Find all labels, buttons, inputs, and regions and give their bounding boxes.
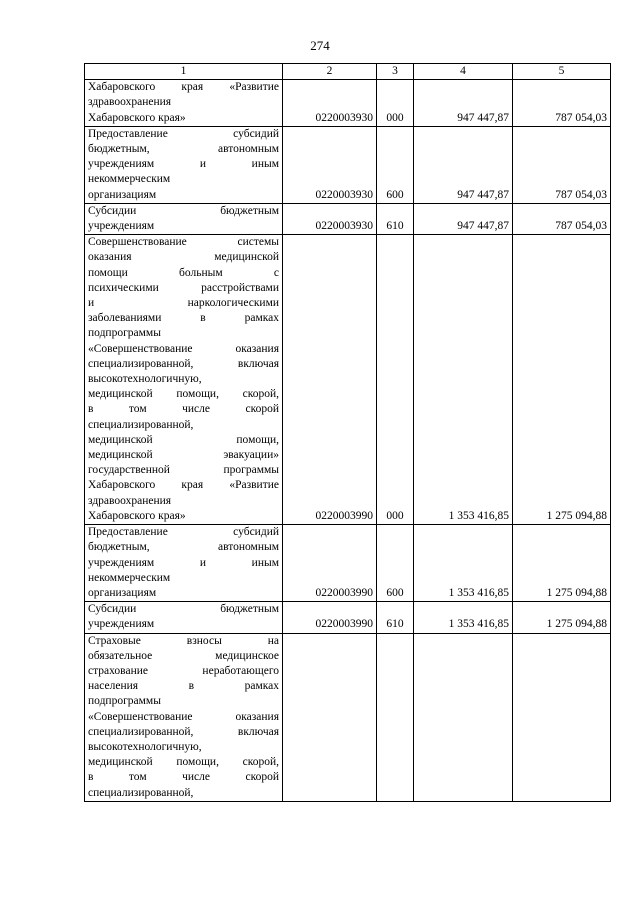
row-description	[85, 525, 283, 602]
column-header-3: 3	[377, 64, 414, 80]
row-description	[85, 126, 283, 203]
row-target-code: 0220003990	[283, 525, 377, 602]
description-line: государственной программы	[88, 464, 279, 477]
description-line: страхование неработающего	[88, 664, 279, 677]
column-header-2: 2	[283, 64, 377, 80]
description-line: специализированной, включая	[88, 725, 279, 738]
description-line: бюджетным, автономным	[88, 143, 279, 156]
row-target-code: 0220003930	[283, 203, 377, 234]
description-line: здравоохранения	[88, 96, 172, 109]
description-line: учреждениям	[88, 220, 155, 233]
description-line: «Совершенствование оказания	[88, 342, 279, 355]
description-line: подпрограммы	[88, 695, 161, 708]
description-line: и наркологическими	[88, 297, 279, 310]
description-line: Хабаровского края»	[88, 509, 186, 522]
description-line: помощи больным с	[88, 266, 279, 279]
row-amount-2023: 1 353 416,85	[414, 602, 513, 633]
description-line: Хабаровского края «Развитие	[88, 81, 279, 94]
row-description	[85, 80, 283, 127]
column-header-4: 4	[414, 64, 513, 80]
description-line: медицинской эвакуации»	[88, 449, 279, 462]
description-line: психическими расстройствами	[88, 281, 279, 294]
table-row	[85, 525, 611, 602]
row-amount-2023	[414, 633, 513, 801]
description-line: оказания медицинской	[88, 251, 279, 264]
description-line: высокотехнологичную,	[88, 740, 202, 753]
description-line: здравоохранения	[88, 494, 172, 507]
row-amount-2024: 1 275 094,88	[513, 235, 611, 525]
column-header-1: 1	[85, 64, 283, 80]
row-target-code	[283, 633, 377, 801]
description-line: обязательное медицинское	[88, 649, 279, 662]
description-line: Предоставление субсидий	[88, 127, 279, 140]
description-line: Хабаровского края»	[88, 111, 186, 124]
description-line: Субсидии бюджетным	[88, 603, 279, 616]
description-line: некоммерческим	[88, 571, 171, 584]
table-row	[85, 126, 611, 203]
row-amount-2023: 947 447,87	[414, 80, 513, 127]
row-amount-2023: 1 353 416,85	[414, 235, 513, 525]
row-expense-type: 600	[377, 126, 414, 203]
row-expense-type	[377, 633, 414, 801]
row-description	[85, 602, 283, 633]
row-target-code: 0220003990	[283, 235, 377, 525]
description-line: организациям	[88, 188, 157, 201]
description-line: в том числе скорой	[88, 403, 279, 416]
column-number-header-row	[85, 64, 611, 80]
table-row	[85, 203, 611, 234]
column-header-5: 5	[513, 64, 611, 80]
row-amount-2024: 787 054,03	[513, 203, 611, 234]
description-line: учреждениям	[88, 618, 155, 631]
budget-table-body	[85, 64, 611, 802]
description-line: специализированной,	[88, 786, 194, 799]
row-target-code: 0220003930	[283, 80, 377, 127]
description-line: специализированной,	[88, 418, 194, 431]
row-description	[85, 633, 283, 801]
row-expense-type: 610	[377, 203, 414, 234]
description-line: медицинской помощи, скорой,	[88, 388, 279, 401]
description-line: населения в рамках	[88, 680, 279, 693]
description-line: некоммерческим	[88, 173, 171, 186]
row-amount-2023: 947 447,87	[414, 126, 513, 203]
description-line: специализированной, включая	[88, 357, 279, 370]
table-row	[85, 80, 611, 127]
description-line: учреждениям и иным	[88, 556, 279, 569]
description-line: высокотехнологичную,	[88, 373, 202, 386]
description-line: медицинской помощи,	[88, 433, 279, 446]
row-amount-2024: 1 275 094,88	[513, 602, 611, 633]
description-line: организациям	[88, 586, 157, 599]
row-expense-type: 600	[377, 525, 414, 602]
description-line: Хабаровского края «Развитие	[88, 479, 279, 492]
row-description	[85, 203, 283, 234]
row-amount-2024: 787 054,03	[513, 126, 611, 203]
row-expense-type: 000	[377, 80, 414, 127]
table-row	[85, 602, 611, 633]
table-row	[85, 633, 611, 801]
row-expense-type: 610	[377, 602, 414, 633]
description-line: Субсидии бюджетным	[88, 204, 279, 217]
row-amount-2024: 787 054,03	[513, 80, 611, 127]
page-number: 274	[310, 38, 330, 53]
row-amount-2023: 947 447,87	[414, 203, 513, 234]
description-line: заболеваниями в рамках	[88, 312, 279, 325]
row-amount-2024: 1 275 094,88	[513, 525, 611, 602]
description-line: в том числе скорой	[88, 771, 279, 784]
row-target-code: 0220003930	[283, 126, 377, 203]
description-line: подпрограммы	[88, 327, 161, 340]
description-line: «Совершенствование оказания	[88, 710, 279, 723]
description-line: Страховые взносы на	[88, 634, 279, 647]
row-target-code: 0220003990	[283, 602, 377, 633]
row-amount-2023: 1 353 416,85	[414, 525, 513, 602]
description-line: бюджетным, автономным	[88, 541, 279, 554]
row-amount-2024	[513, 633, 611, 801]
table-row	[85, 235, 611, 525]
budget-table	[84, 63, 611, 802]
row-expense-type: 000	[377, 235, 414, 525]
description-line: медицинской помощи, скорой,	[88, 756, 279, 769]
description-line: Совершенствование системы	[88, 236, 279, 249]
description-line: учреждениям и иным	[88, 158, 279, 171]
row-description	[85, 235, 283, 525]
description-line: Предоставление субсидий	[88, 526, 279, 539]
